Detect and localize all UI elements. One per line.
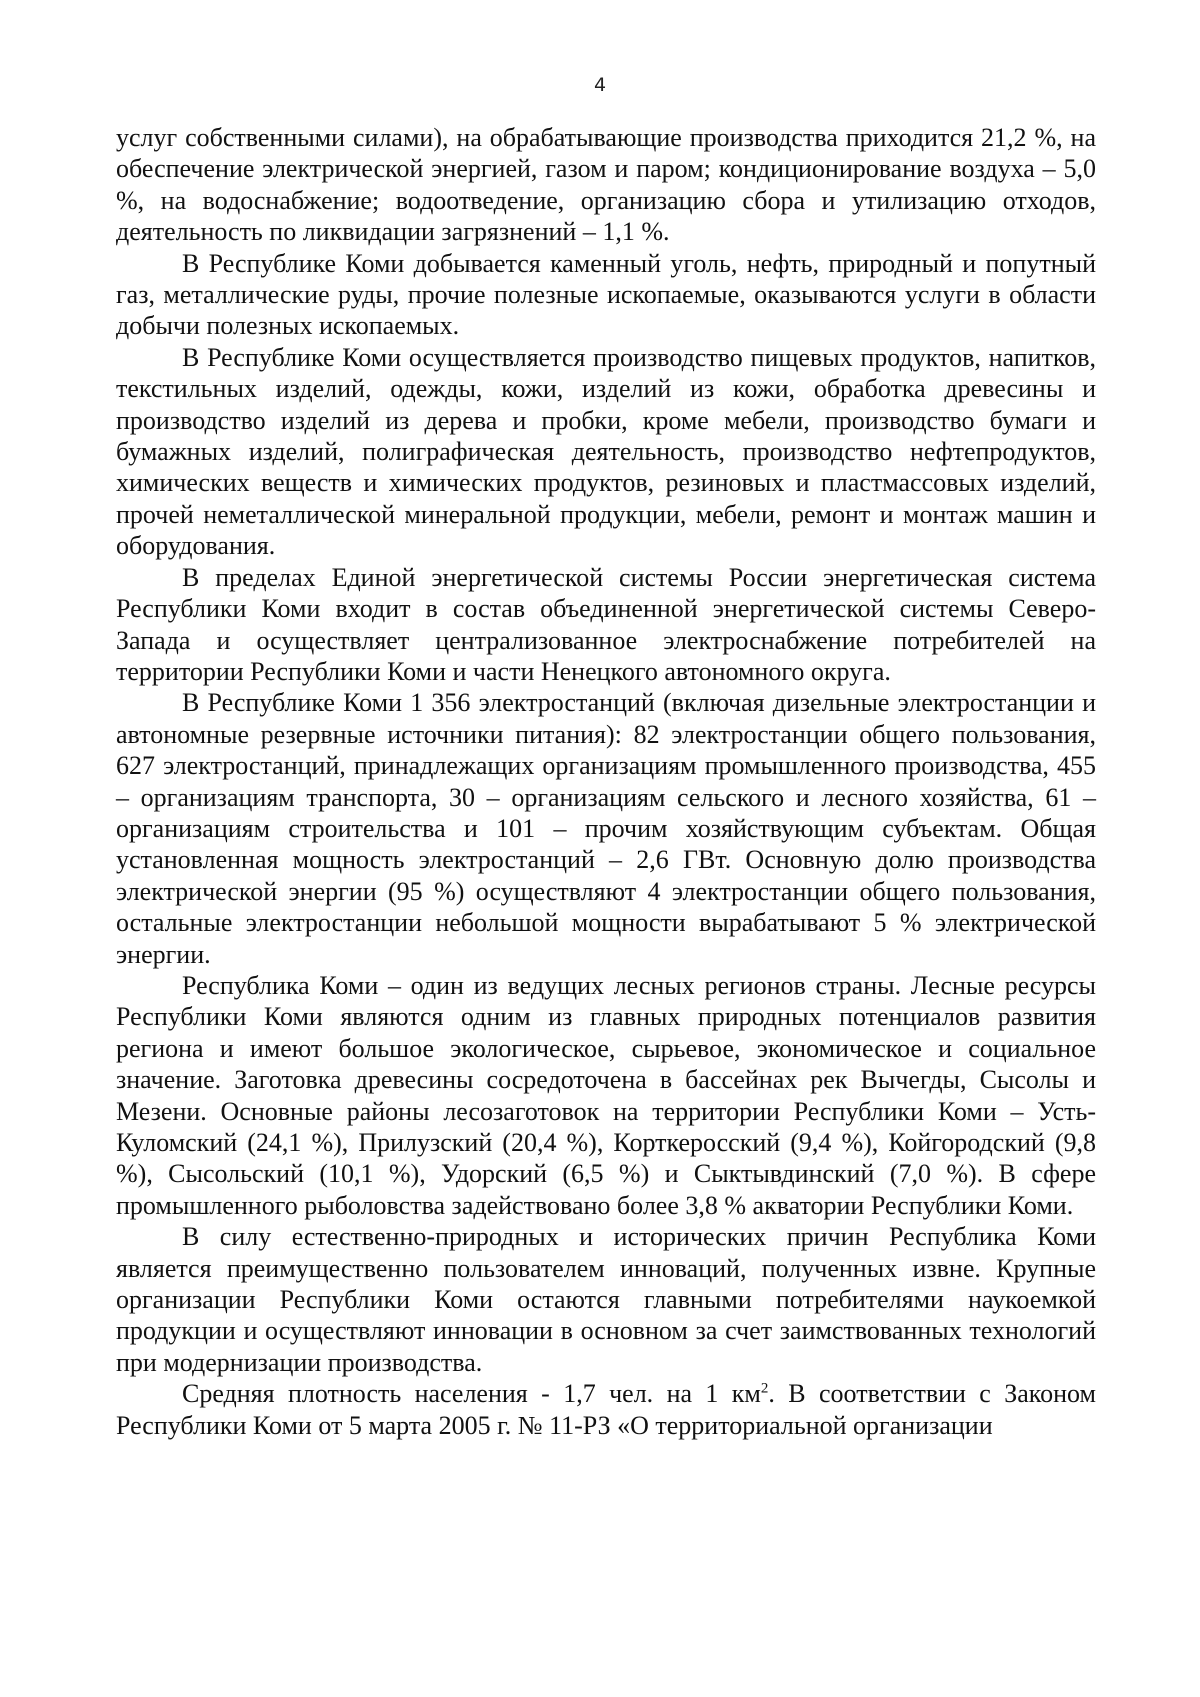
paragraph-manufacturing: В Республике Коми осуществляется производство пищевых продуктов, напитков, текстильных изделий, одежды, кожи, изделий из кожи, обработка древесины и производство изделий из дерева и пробки, кроме мебели, производство бумаги и бумажных изделий, полиграфическая деятельность, производство нефтепродуктов, химических веществ и химических продуктов, резиновых и пластмассовых изделий, прочей неметаллической минеральной продукции, мебели, ремонт и монтаж машин и оборудования. (116, 342, 1096, 561)
paragraph-power-plants: В Республике Коми 1 356 электростанций (включая дизельные электростанции и автономные резервные источники питания): 82 электростанции общего пользования, 627 электростанций, принадлежащих организациям промышленного производства, 455 – организациям транспорта, 30 – организациям сельского и лесного хозяйства, 61 – организациям строительства и 101 – прочим хозяйствующим субъектам. Общая установленная мощность электростанций – 2,6 ГВт. Основную долю производства электрической энергии (95 %) осуществляют 4 электростанции общего пользования, остальные электростанции небольшой мощности вырабатывают 5 % электрической энергии. (116, 688, 1096, 969)
paragraph-mining: В Республике Коми добывается каменный уголь, нефть, природный и попутный газ, металлические руды, прочие полезные ископаемые, оказываются услуги в области добычи полезных ископаемых. (116, 248, 1096, 341)
paragraph-services-continuation: услуг собственными силами), на обрабатывающие производства приходится 21,2 %, на обеспечение электрической энергией, газом и паром; кондиционирование воздуха – 5,0 %, на водоснабжение; водоотведение, организацию сбора и утилизацию отходов, деятельность по ликвидации загрязнений – 1,1 %. (116, 123, 1096, 247)
paragraph-population-density (116, 1378, 1096, 1441)
paragraph-innovation: В силу естественно-природных и исторических причин Республика Коми является преимущественно пользователем инноваций, полученных извне. Крупные организации Республики Коми остаются главными потребителями наукоемкой продукции и осуществляют инновации в основном за счет заимствованных технологий при модернизации производства. (116, 1222, 1096, 1377)
population-text-before: Средняя плотность населения - 1,7 чел. на 1 км (182, 1379, 761, 1409)
paragraph-forestry: Республика Коми – один из ведущих лесных регионов страны. Лесные ресурсы Республики Коми являются одним из главных природных потенциалов развития региона и имеют большое экологическое, сырьевое, экономическое и социальное значение. Заготовка древесины сосредоточена в бассейнах рек Вычегды, Сысолы и Мезени. Основные районы лесозаготовок на территории Республики Коми – Усть-Куломский (24,1 %), Прилузский (20,4 %), Корткеросский (9,4 %), Койгородский (9,8 %), Сысольский (10,1 %), Удорский (6,5 %) и Сыктывдинский (7,0 %). В сфере промышленного рыболовства задействовано более 3,8 % акватории Республики Коми. (116, 970, 1096, 1220)
page-number: 4 (593, 74, 607, 96)
paragraph-energy-system: В пределах Единой энергетической системы России энергетическая система Республики Коми входит в состав объединенной энергетической системы Северо-Запада и осуществляет централизованное электроснабжение потребителей на территории Республики Коми и части Ненецкого автономного округа. (116, 562, 1096, 686)
population-text-after: . В соответствии с Законом Республики Коми от 5 марта 2005 г. № 11-РЗ «О территориальной организации (116, 1379, 1096, 1440)
superscript-square: 2 (760, 1380, 769, 1397)
document-body (116, 122, 1096, 1441)
